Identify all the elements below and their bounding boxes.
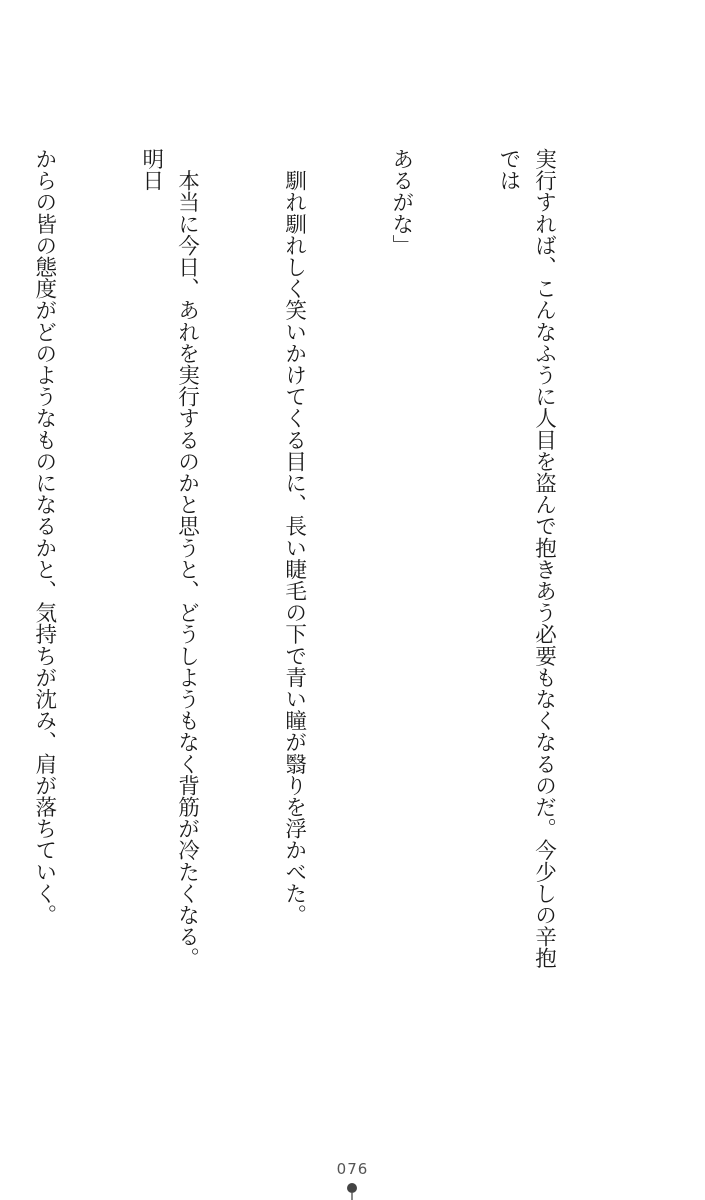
text-line-4: 本当に今日、あれを実行するのかと思うと、どうしようもなく背筋が冷たくなる。明日 <box>138 148 200 969</box>
folio-stem-divider <box>351 1193 353 1200</box>
page-body-text <box>31 148 633 988</box>
text-line-5: からの皆の態度がどのようなものになるかと、気持ちが沈み、肩が落ちていく。 <box>31 148 57 926</box>
text-line-3: 馴れ馴れしく笑いかけてくる目に、長い睫毛の下で青い瞳が翳りを浮かべた。 <box>281 148 307 926</box>
text-line-1: 実行すれば、こんなふうに人目を盗んで抱きあう必要もなくなるのだ。今少しの辛抱では <box>495 148 557 969</box>
text-line-2: あるがな」 <box>388 148 414 256</box>
folio-dot-icon <box>347 1183 357 1193</box>
page-number: 076 <box>336 1160 369 1178</box>
